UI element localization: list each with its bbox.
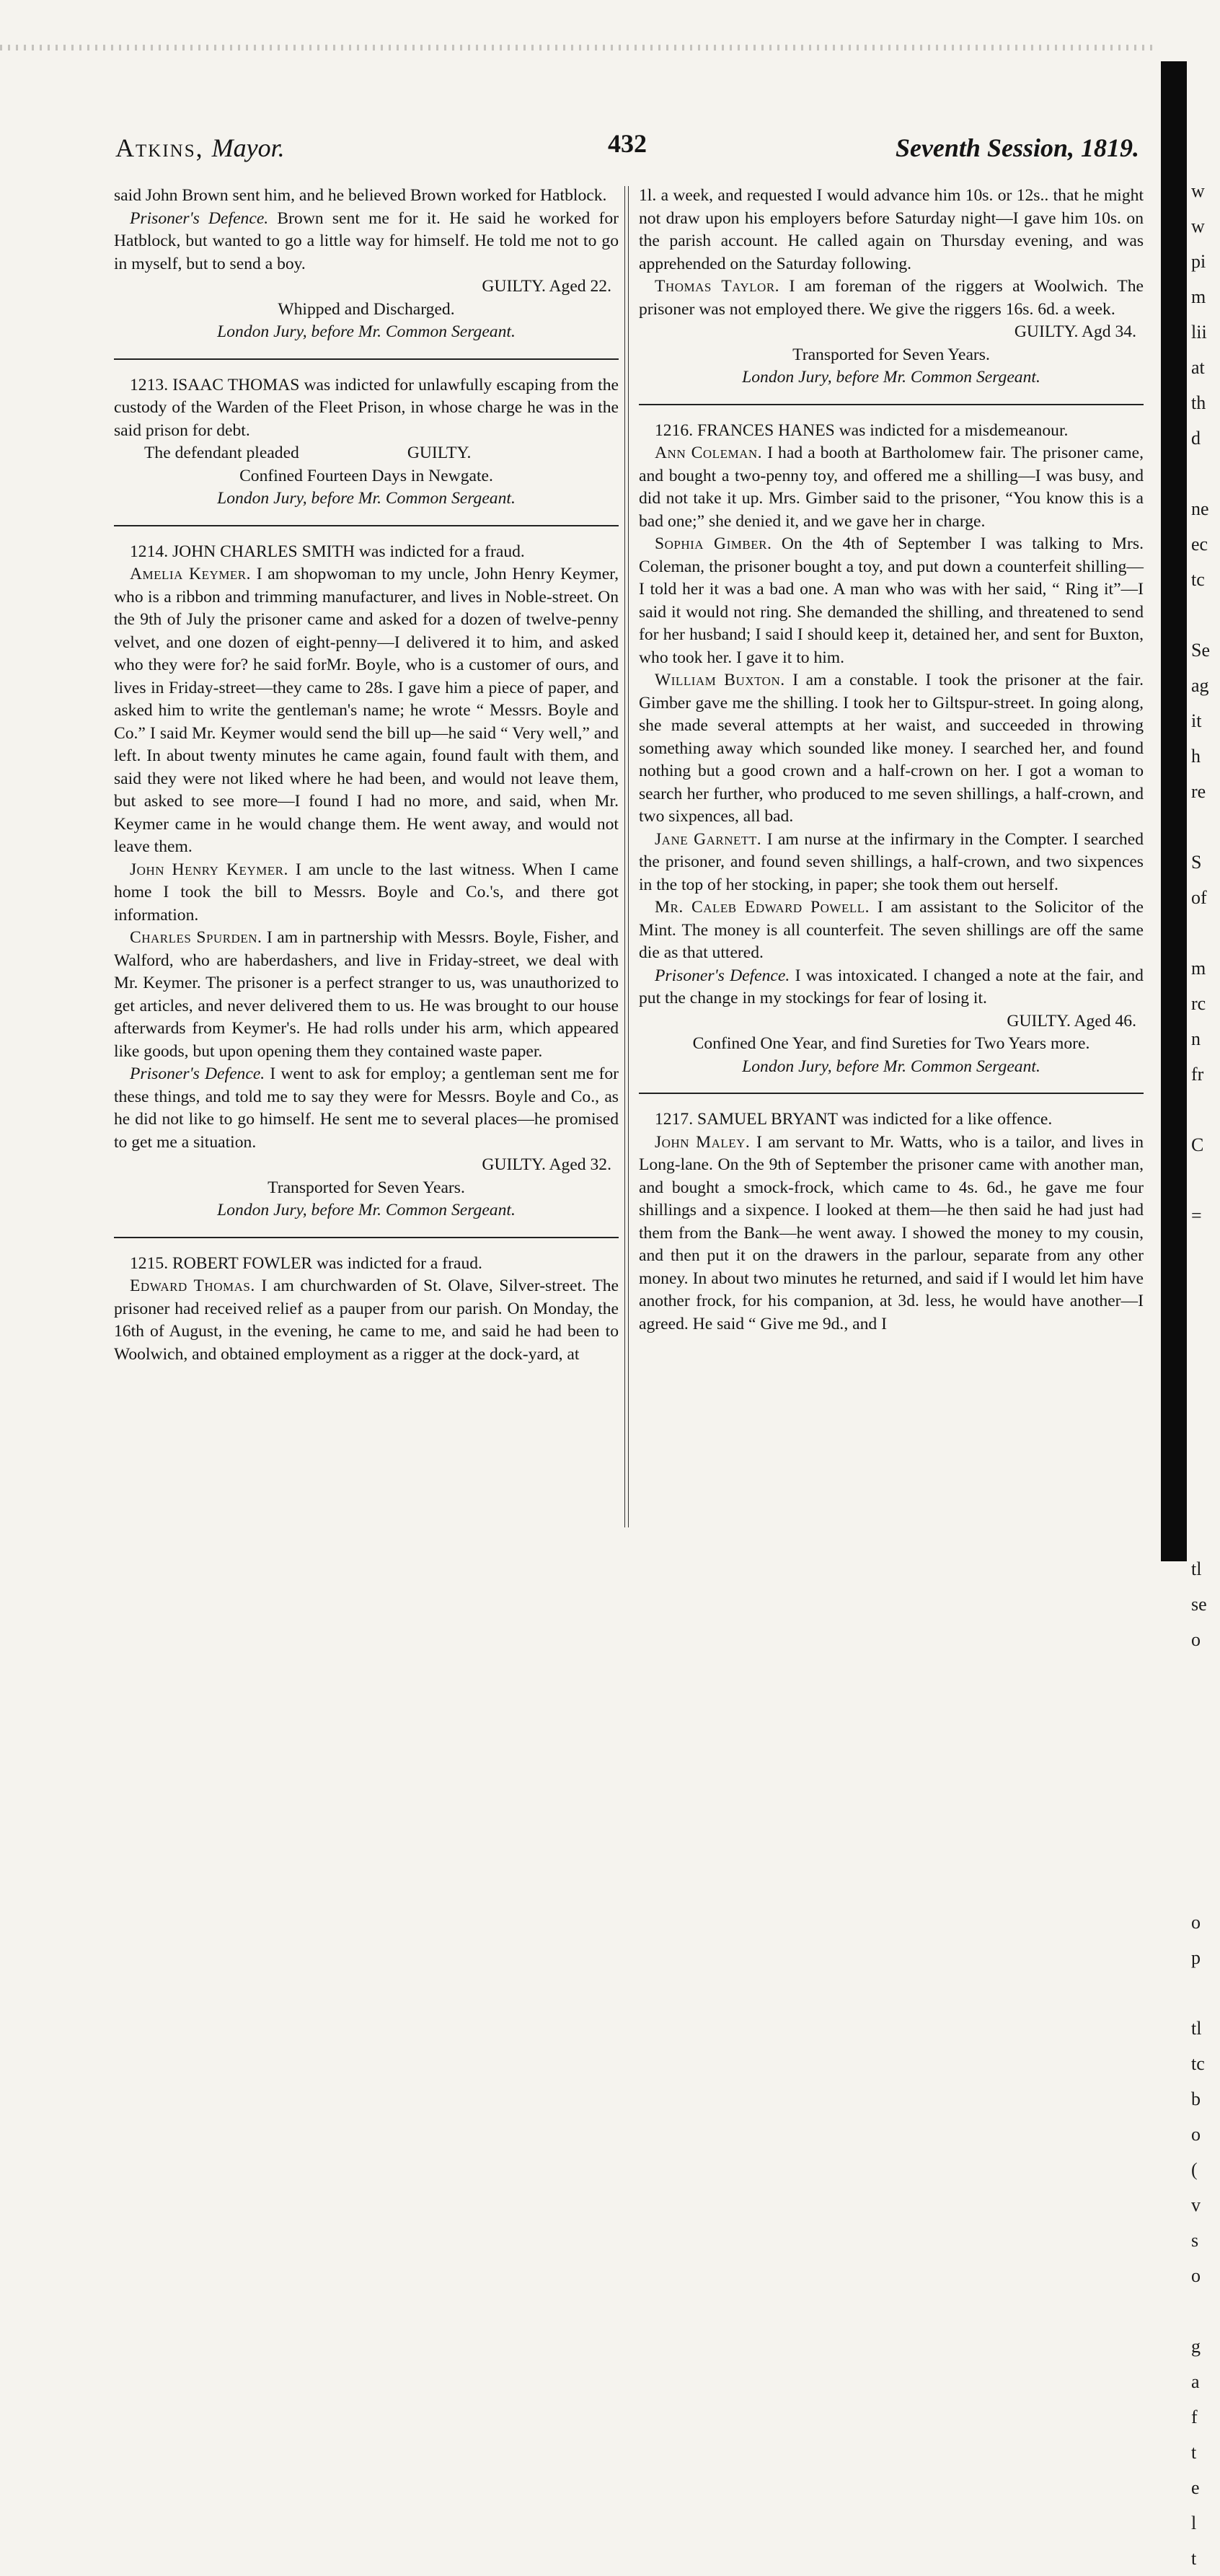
facing-fragment xyxy=(1191,456,1220,491)
witness-text: I am in partnership with Messrs. Boyle, Fisher, and Walford, who are haberdashers, and live in Friday-street, we deal with Mr. Keymer. The prisoner is a perfect stranger to us, was unauthorized to get articles, and never delivered them to us. He was brought to our house afterwards from Keymer's. He had rolls under his arm, which appeared like goods, but upon opening them they contained waste paper. xyxy=(114,928,619,1061)
facing-fragment xyxy=(1191,809,1220,844)
sentence: Confined Fourteen Days in Newgate. xyxy=(239,466,493,485)
sentence: Transported for Seven Years. xyxy=(268,1178,465,1197)
facing-fragment: t xyxy=(1191,2442,1197,2463)
case-1217 xyxy=(639,1108,1144,1336)
defence-text: Brown sent me for it. He said he worked for Hatblock, but wanted to go a little way for himself. He told me not to go in myself, but to send a boy. xyxy=(114,208,619,273)
witness-text: I am uncle to the last witness. When I came home I took the bill to Messrs. Boyle and Co.'s, and there got information. xyxy=(114,860,619,925)
facing-fragment: ne xyxy=(1191,498,1209,519)
defence-paragraph xyxy=(114,1063,619,1154)
facing-fragment: pi xyxy=(1191,251,1206,272)
facing-fragment: s xyxy=(1191,2230,1199,2251)
plea-verdict: GUILTY. xyxy=(407,444,472,462)
witness-name: Sophia Gimber. xyxy=(655,534,772,553)
case-1215-continuation xyxy=(639,185,1144,389)
facing-fragment xyxy=(1191,1799,1220,1834)
witness-paragraph xyxy=(114,927,619,1063)
facing-fragment: t xyxy=(1191,2548,1197,2569)
defence-text: I went to ask for employ; a gentleman sent me for these things, and told me to say they were for Messrs. Boyle and Co., as he did not like to go himself. He sent me to several places—he promised to get me a situation. xyxy=(114,1064,619,1152)
witness-paragraph xyxy=(639,829,1144,897)
paragraph: 1l. a week, and requested I would advance him 10s. or 12s.. that he might not draw upon his employers before Saturday night—I gave him 10s. on the parish account. He called again on Thursday evening, and was apprehended on the Saturday following. xyxy=(639,186,1144,273)
jury-line xyxy=(114,1199,619,1222)
facing-fragment xyxy=(1191,1869,1220,1905)
witness-name: Mr. Caleb Edward Powell. xyxy=(655,898,870,917)
jury-text: London Jury, before Mr. Common Sergeant. xyxy=(217,1201,516,1219)
witness-text: I am a constable. I took the prisoner at the fair. Gimber gave me the shilling. I took her to Giltspur-street. In going along, she made several attempts at her waist, and succeeded in throwing something away which sounded like money. I searched her, and found nothing but a good crown and a half-crown on her. I got a woman to search her further, who produced to me seven shillings, a half-crown, and two sixpences, all bad. xyxy=(639,671,1144,826)
facing-fragment: rc xyxy=(1191,993,1206,1014)
facing-fragment xyxy=(1191,1834,1220,1869)
witness-name: Edward Thomas. xyxy=(130,1276,255,1295)
witness-name: Jane Garnett. xyxy=(655,829,762,849)
jury-line xyxy=(114,488,619,511)
witness-paragraph xyxy=(114,563,619,859)
facing-fragment: w xyxy=(1191,216,1205,237)
defence-label: Prisoner's Defence. xyxy=(130,1064,265,1083)
facing-fragment: at xyxy=(1191,357,1205,378)
case-heading: 1214. JOHN CHARLES SMITH was indicted for a fraud. xyxy=(130,542,525,561)
witness-text: I am shopwoman to my uncle, John Henry Keymer, who is a ribbon and trimming manufacturer, and lives in Noble-street. On the 9th of July the prisoner came and asked for a dozen of twelve-penny velvet, and one dozen of eight-penny—I delivered it to him, and asked who they were for? he said forMr. Boyle, who is a customer of ours, and lives in Friday-street—they came to 28s. I gave him a piece of paper, and asked him to write the gentleman's name; he wrote “ Messrs. Boyle and Co.” I said Mr. Keymer would send the bill up—he said “ Very well,” and left. In about twenty minutes he came again, found fault with them, and said they were not liked where he had been, and would not leave them, but asked to see more—I found I had no more, and said, when Mr. Keymer came in he would change them. He went away, and would not leave them. xyxy=(114,565,619,856)
witness-text: I am servant to Mr. Watts, who is a tailor, and lives in Long-lane. On the 9th of September the prisoner came with another man, and bought a smock-frock, which came to 4s. 6d., he gave me four shillings and a sixpence. I looked at them—he then said he had just had them from the Bank—he went away. I showed the money to my cousin, and then put it on the drawers in the parlour, separate from any other money. In about two minutes he returned, and said if I would let him have another frock, for his companion, at 3d. less, he would have another—I agreed. He said “ Give me 9d., and I xyxy=(639,1132,1144,1333)
facing-fragment xyxy=(1191,2293,1220,2329)
facing-fragment: m xyxy=(1191,958,1206,979)
facing-fragment: m xyxy=(1191,286,1206,307)
case-heading: 1213. ISAAC THOMAS was indicted for unlawfully escaping from the custody of the Warden of the Fleet Prison, in whose charge he was in the said prison for debt. xyxy=(114,375,619,440)
facing-fragment: w xyxy=(1191,180,1205,201)
facing-fragment: C xyxy=(1191,1134,1204,1155)
facing-fragment xyxy=(1191,1339,1220,1375)
facing-fragment xyxy=(1191,1304,1220,1339)
facing-fragment xyxy=(1191,915,1220,950)
verdict: GUILTY. Agd 34. xyxy=(1014,322,1136,341)
header-left: Atkins, Mayor. xyxy=(115,133,285,162)
case-1214 xyxy=(114,541,619,1222)
header-title: Mayor. xyxy=(211,133,285,162)
case-heading: 1216. FRANCES HANES was indicted for a misdemeanour. xyxy=(655,420,1069,440)
case-1216 xyxy=(639,420,1144,1079)
facing-fragment xyxy=(1191,1481,1220,1516)
facing-fragment: e xyxy=(1191,2477,1200,2498)
right-column xyxy=(639,185,1144,1336)
facing-fragment xyxy=(1191,597,1220,632)
facing-fragment: tc xyxy=(1191,2053,1205,2074)
facing-fragment: tl xyxy=(1191,1558,1202,1579)
facing-fragment: v xyxy=(1191,2195,1201,2215)
header-right: Seventh Session, 1819. xyxy=(895,133,1139,162)
facing-fragment xyxy=(1191,1763,1220,1799)
defence-label: Prisoner's Defence. xyxy=(130,208,269,228)
facing-fragment: b xyxy=(1191,2088,1201,2109)
facing-fragment: it xyxy=(1191,710,1202,731)
witness-paragraph xyxy=(639,1132,1144,1336)
defence-paragraph xyxy=(639,965,1144,1010)
facing-fragment xyxy=(1191,1233,1220,1269)
page-gutter-shadow xyxy=(1161,61,1187,1561)
facing-fragment: lii xyxy=(1191,322,1207,343)
facing-fragment: o xyxy=(1191,1912,1201,1933)
witness-name: John Henry Keymer. xyxy=(130,860,288,879)
facing-fragment xyxy=(1191,1092,1220,1127)
scan-edge-noise xyxy=(0,45,1154,50)
facing-fragment xyxy=(1191,1657,1220,1693)
section-rule xyxy=(639,404,1144,405)
witness-name: Thomas Taylor. xyxy=(655,277,780,296)
facing-fragment xyxy=(1191,1975,1220,2011)
witness-text: I am assistant to the Solicitor of the Mint. The money is all counterfeit. The seven shillings are off the same die as that uttered. xyxy=(639,898,1144,962)
witness-name: William Buxton. xyxy=(655,671,785,689)
facing-fragment: se xyxy=(1191,1594,1207,1615)
sentence: Whipped and Discharged. xyxy=(278,299,455,319)
facing-fragment: re xyxy=(1191,781,1206,802)
plea-line xyxy=(114,442,619,465)
jury-line xyxy=(114,321,619,344)
witness-text: On the 4th of September I was talking to Mrs. Coleman, the prisoner bought a toy, and put down a counterfeit shilling—I told her it was a bad one. A man who was with her said, “ Ring it”—I said it would not ring. She demanded the shilling, and threatened to send for her husband; I said I should keep it, detained her, and sent for Buxton, who took her. I gave it to him. xyxy=(639,534,1144,667)
facing-fragment xyxy=(1191,1728,1220,1763)
case-1213 xyxy=(114,374,619,511)
case-1212-continuation xyxy=(114,185,619,344)
facing-fragment: o xyxy=(1191,2124,1201,2145)
defence-paragraph xyxy=(114,208,619,276)
paragraph: said John Brown sent him, and he believed Brown worked for Hatblock. xyxy=(114,186,607,205)
witness-text: I had a booth at Bartholomew fair. The prisoner came, and bought a two-penny toy, and offered me a shilling—I was busy, and did not take it up. Mrs. Gimber said to the prisoner, “You know this is a bad one;” she denied it, and we gave her in charge. xyxy=(639,444,1144,531)
verdict: GUILTY. Aged 22. xyxy=(482,277,611,296)
facing-fragment: l xyxy=(1191,2513,1197,2533)
jury-line xyxy=(639,1056,1144,1079)
case-1215 xyxy=(114,1253,619,1367)
jury-text: London Jury, before Mr. Common Sergeant. xyxy=(742,368,1040,387)
witness-paragraph xyxy=(639,442,1144,533)
facing-fragment: th xyxy=(1191,392,1206,413)
facing-fragment: a xyxy=(1191,2371,1200,2392)
witness-text: I am nurse at the infirmary in the Compter. I searched the prisoner, and found seven shillings, a half-crown, and two sixpences in the top of her stocking, in paper; she took them out herself. xyxy=(639,829,1144,894)
facing-fragment xyxy=(1191,1269,1220,1304)
witness-paragraph xyxy=(639,275,1144,321)
jury-text: London Jury, before Mr. Common Sergeant. xyxy=(742,1057,1040,1076)
witness-paragraph xyxy=(639,533,1144,669)
witness-paragraph xyxy=(114,1275,619,1366)
verdict: GUILTY. Aged 32. xyxy=(482,1155,611,1174)
facing-page-fragments xyxy=(1191,173,1220,2569)
facing-fragment: Se xyxy=(1191,640,1210,661)
facing-fragment: ( xyxy=(1191,2159,1198,2180)
jury-line xyxy=(639,366,1144,389)
page-number: 432 xyxy=(608,129,647,158)
plea-text: The defendant pleaded xyxy=(144,444,299,462)
sentence: Transported for Seven Years. xyxy=(792,345,990,364)
facing-fragment xyxy=(1191,1516,1220,1551)
facing-fragment: of xyxy=(1191,887,1207,908)
defence-text: I was intoxicated. I changed a note at the fair, and put the change in my stockings for fear of losing it. xyxy=(639,966,1144,1007)
facing-fragment: n xyxy=(1191,1028,1201,1049)
header-surname: Atkins xyxy=(115,133,196,162)
facing-fragment: g xyxy=(1191,2336,1201,2357)
witness-name: Ann Coleman. xyxy=(655,444,763,462)
column-divider xyxy=(624,186,629,1527)
jury-text: London Jury, before Mr. Common Sergeant. xyxy=(217,322,516,341)
witness-text: I am foreman of the riggers at Woolwich. The prisoner was not employed there. We give the riggers 16s. 6d. a week. xyxy=(639,277,1144,319)
facing-fragment: o xyxy=(1191,1629,1201,1650)
witness-name: John Maley. xyxy=(655,1132,751,1152)
facing-fragment xyxy=(1191,1445,1220,1481)
witness-name: Charles Spurden. xyxy=(130,928,262,947)
facing-fragment: ec xyxy=(1191,534,1208,555)
facing-fragment: f xyxy=(1191,2407,1198,2427)
section-rule xyxy=(114,525,619,526)
facing-fragment: tc xyxy=(1191,569,1205,590)
sentence: Confined One Year, and find Sureties for Two Years more. xyxy=(692,1034,1090,1053)
facing-fragment xyxy=(1191,1693,1220,1728)
defence-label: Prisoner's Defence. xyxy=(655,966,790,985)
facing-fragment: p xyxy=(1191,1947,1201,1968)
left-column xyxy=(114,185,619,1366)
witness-name: Amelia Keymer. xyxy=(130,565,251,583)
facing-fragment: d xyxy=(1191,428,1201,449)
facing-fragment: ag xyxy=(1191,675,1209,696)
facing-fragment xyxy=(1191,1163,1220,1198)
witness-paragraph xyxy=(639,896,1144,965)
witness-paragraph xyxy=(639,669,1144,829)
facing-fragment xyxy=(1191,1410,1220,1445)
facing-fragment: h xyxy=(1191,746,1201,767)
witness-text: I am churchwarden of St. Olave, Silver-street. The prisoner had received relief as a pauper from our parish. On Monday, the 16th of August, in the evening, he came to me, and said he had been to Woolwich, and obtained employment as a rigger at the dock-yard, at xyxy=(114,1276,619,1364)
case-heading: 1217. SAMUEL BRYANT was indicted for a like offence. xyxy=(655,1110,1053,1129)
facing-fragment: = xyxy=(1191,1205,1202,1226)
section-rule xyxy=(114,358,619,360)
facing-fragment: o xyxy=(1191,2265,1201,2286)
running-header xyxy=(115,128,1139,166)
verdict: GUILTY. Aged 46. xyxy=(1007,1011,1136,1031)
jury-text: London Jury, before Mr. Common Sergeant. xyxy=(217,489,516,508)
case-heading: 1215. ROBERT FOWLER was indicted for a fraud. xyxy=(130,1253,482,1273)
facing-fragment xyxy=(1191,1375,1220,1410)
facing-fragment: tl xyxy=(1191,2018,1202,2039)
facing-fragment: S xyxy=(1191,852,1202,873)
facing-fragment: fr xyxy=(1191,1064,1204,1085)
witness-paragraph xyxy=(114,859,619,927)
section-rule xyxy=(114,1237,619,1238)
section-rule xyxy=(639,1093,1144,1094)
